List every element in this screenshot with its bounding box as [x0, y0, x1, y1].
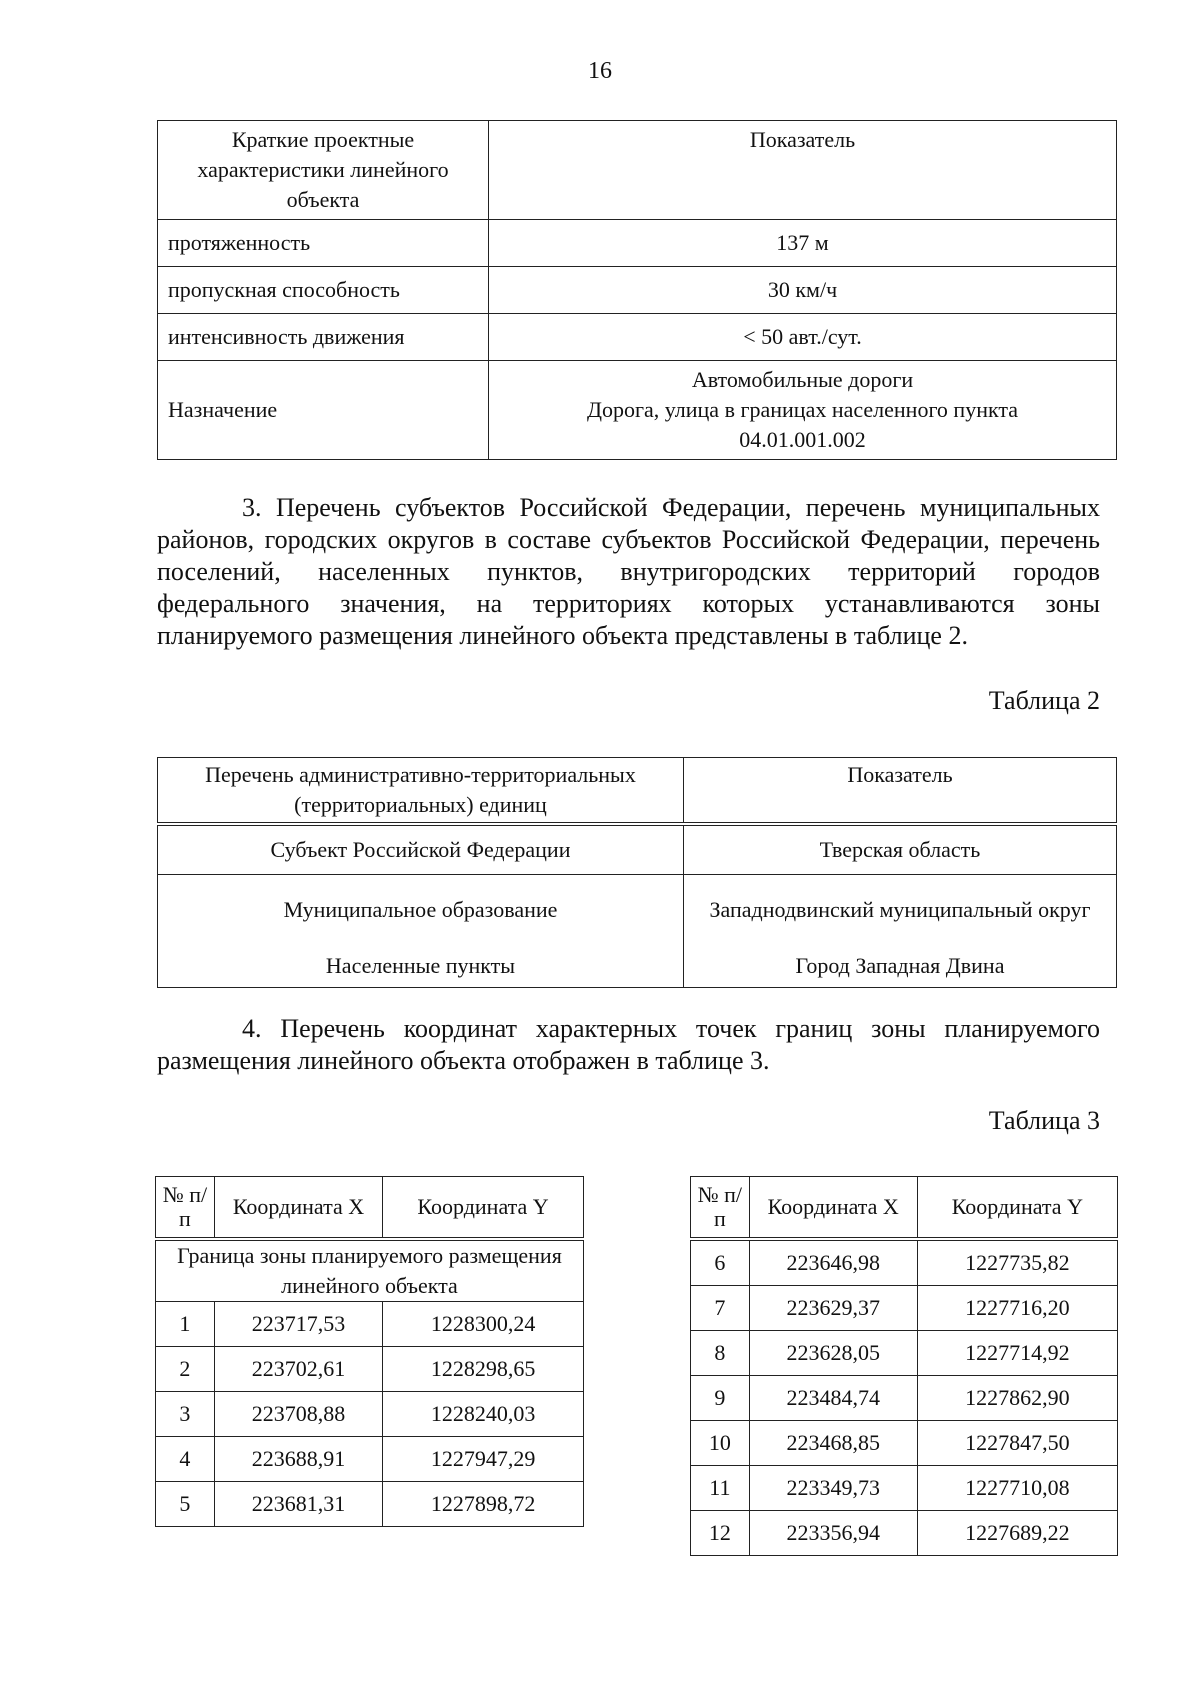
- coordinates-right-body: [691, 1239, 1118, 1556]
- table-row: [158, 267, 1117, 314]
- table-row: [156, 1482, 584, 1527]
- table-row: [158, 875, 1117, 946]
- coordinate-y: 1227710,08: [917, 1466, 1117, 1511]
- table-row: [691, 1239, 1118, 1286]
- point-number: 7: [691, 1286, 750, 1331]
- admin-units-table: [157, 757, 1117, 988]
- coordinate-y: 1227947,29: [383, 1437, 584, 1482]
- table-row: [691, 1421, 1118, 1466]
- table-row: [158, 945, 1117, 988]
- row-label: Муниципальное образование: [158, 875, 684, 946]
- header-cell-y: Координата Y: [917, 1177, 1117, 1240]
- row-value: < 50 авт./сут.: [489, 314, 1117, 361]
- coordinate-y: 1227898,72: [383, 1482, 584, 1527]
- header-cell-indicator: Показатель: [684, 758, 1117, 825]
- point-number: 10: [691, 1421, 750, 1466]
- coordinate-x: 223702,61: [214, 1347, 382, 1392]
- table-row: [156, 1302, 584, 1347]
- table-row: [691, 1376, 1118, 1421]
- purpose-row: [158, 361, 1117, 460]
- row-value: Город Западная Двина: [684, 945, 1117, 988]
- table-row: [691, 1511, 1118, 1556]
- header-cell-x: Координата X: [749, 1177, 917, 1240]
- row-label: Населенные пункты: [158, 945, 684, 988]
- point-number: 4: [156, 1437, 215, 1482]
- header-cell-number: № п/п: [691, 1177, 750, 1240]
- point-number: 11: [691, 1466, 750, 1511]
- coordinate-y: 1228300,24: [383, 1302, 584, 1347]
- coordinate-x: 223708,88: [214, 1392, 382, 1437]
- coordinate-y: 1227716,20: [917, 1286, 1117, 1331]
- point-number: 1: [156, 1302, 215, 1347]
- table-header-row: [158, 758, 1117, 825]
- coordinate-x: 223484,74: [749, 1376, 917, 1421]
- header-cell-x: Координата X: [214, 1177, 382, 1240]
- coordinate-x: 223629,37: [749, 1286, 917, 1331]
- table-row: [156, 1437, 584, 1482]
- page-number: 16: [588, 58, 612, 84]
- row-label: пропускная способность: [158, 267, 489, 314]
- table-row: [156, 1347, 584, 1392]
- coordinate-y: 1227714,92: [917, 1331, 1117, 1376]
- coordinate-y: 1228298,65: [383, 1347, 584, 1392]
- point-number: 2: [156, 1347, 215, 1392]
- purpose-line: Автомобильные дороги: [691, 367, 914, 392]
- table-header-row: [691, 1177, 1118, 1240]
- point-number: 5: [156, 1482, 215, 1527]
- header-cell-number: № п/п: [156, 1177, 215, 1240]
- zone-label-row: [156, 1239, 584, 1302]
- header-cell-y: Координата Y: [383, 1177, 584, 1240]
- table-row: [691, 1331, 1118, 1376]
- row-label: интенсивность движения: [158, 314, 489, 361]
- project-characteristics-table: [157, 120, 1117, 460]
- coordinate-x: 223717,53: [214, 1302, 382, 1347]
- point-number: 12: [691, 1511, 750, 1556]
- coordinate-x: 223356,94: [749, 1511, 917, 1556]
- coordinate-x: 223646,98: [749, 1239, 917, 1286]
- table-row: [158, 220, 1117, 267]
- table-row: [691, 1466, 1118, 1511]
- table-header-row: [156, 1177, 584, 1240]
- paragraph-4: 4. Перечень координат характерных точек границ зоны планируемого размещения линейного объекта отображен в таблице 3.: [157, 1014, 1100, 1075]
- coordinate-x: 223349,73: [749, 1466, 917, 1511]
- point-number: 9: [691, 1376, 750, 1421]
- coordinate-y: 1227735,82: [917, 1239, 1117, 1286]
- purpose-label: Назначение: [158, 361, 489, 460]
- header-cell-units: Перечень административно-территориальных (территориальных) единиц: [158, 758, 684, 825]
- coordinates-table-right: [690, 1176, 1118, 1556]
- row-label: Субъект Российской Федерации: [158, 824, 684, 875]
- row-value: Тверская область: [684, 824, 1117, 875]
- purpose-code: 04.01.001.002: [739, 427, 866, 452]
- coordinates-left-body: [156, 1302, 584, 1527]
- coordinate-x: 223681,31: [214, 1482, 382, 1527]
- coordinate-y: 1227847,50: [917, 1421, 1117, 1466]
- coordinate-y: 1227862,90: [917, 1376, 1117, 1421]
- point-number: 8: [691, 1331, 750, 1376]
- coordinate-y: 1227689,22: [917, 1511, 1117, 1556]
- row-value: 137 м: [489, 220, 1117, 267]
- header-cell-characteristics: Краткие проектные характеристики линейного объекта: [158, 121, 489, 220]
- coordinate-x: 223628,05: [749, 1331, 917, 1376]
- zone-label: Граница зоны планируемого размещения линейного объекта: [156, 1239, 584, 1302]
- point-number: 3: [156, 1392, 215, 1437]
- paragraph-3: 3. Перечень субъектов Российской Федерации, перечень муниципальных районов, городских округов в составе субъектов Российской Федерации, перечень поселений, населенных пунктов, внутригородских территорий городов федерального значения, на территориях которых устанавливаются зоны планируемого размещения линейного объекта представлены в таблице 2.: [157, 493, 1100, 650]
- purpose-value: [489, 361, 1117, 460]
- table-row: [156, 1392, 584, 1437]
- coordinate-y: 1228240,03: [383, 1392, 584, 1437]
- coordinate-x: 223688,91: [214, 1437, 382, 1482]
- row-value: 30 км/ч: [489, 267, 1117, 314]
- table-2-caption: Таблица 2: [988, 686, 1100, 715]
- table-row: [158, 314, 1117, 361]
- header-cell-indicator: Показатель: [489, 121, 1117, 220]
- row-label: протяженность: [158, 220, 489, 267]
- row-value: Западнодвинский муниципальный округ: [684, 875, 1117, 946]
- table-header-row: [158, 121, 1117, 220]
- table-row: [691, 1286, 1118, 1331]
- table-row: [158, 824, 1117, 875]
- purpose-line: Дорога, улица в границах населенного пункта: [586, 397, 1019, 422]
- point-number: 6: [691, 1239, 750, 1286]
- coordinate-x: 223468,85: [749, 1421, 917, 1466]
- table-3-caption: Таблица 3: [988, 1106, 1100, 1135]
- coordinates-table-left: [155, 1176, 584, 1527]
